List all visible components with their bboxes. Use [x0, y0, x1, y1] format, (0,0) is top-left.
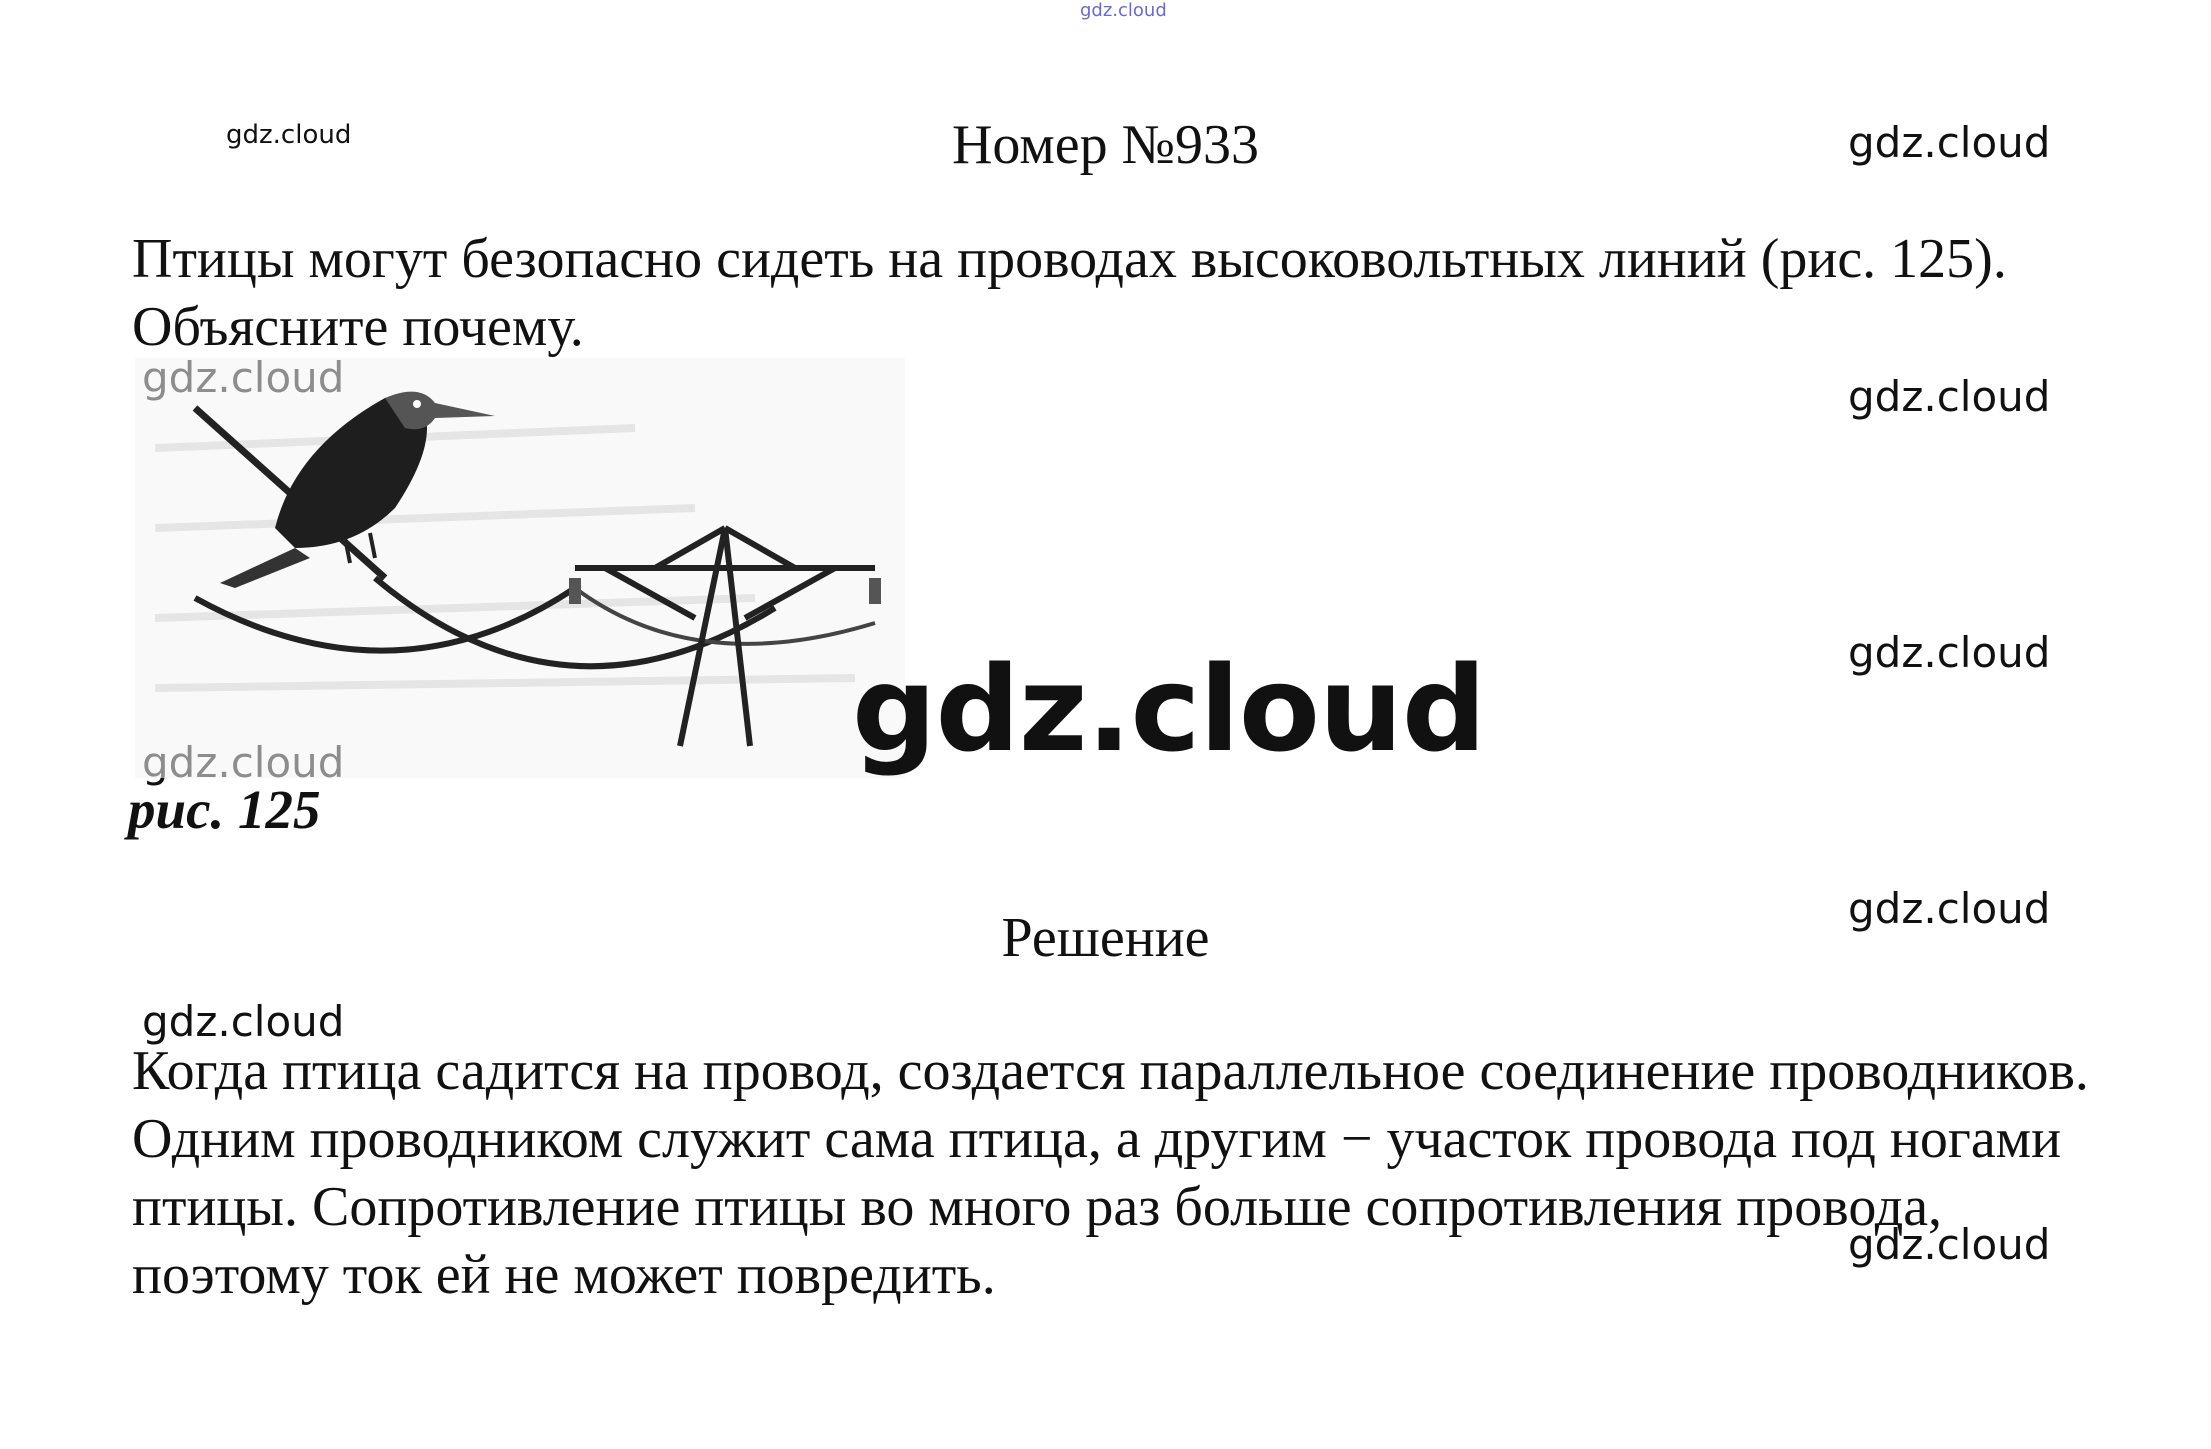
watermark-top: gdz.cloud: [1080, 0, 1167, 21]
watermark: gdz.cloud: [1848, 372, 2051, 421]
figure-caption: рис. 125: [128, 779, 321, 840]
watermark: gdz.cloud: [142, 997, 345, 1046]
watermark: gdz.cloud: [1848, 1220, 2051, 1269]
bird-on-power-line-illustration: [135, 358, 905, 778]
watermark-large: gdz.cloud: [852, 640, 1486, 778]
problem-text: Птицы могут безопасно сидеть на проводах высоковольтных линий (рис. 125). Объясните почему.: [132, 228, 2007, 358]
watermark: gdz.cloud: [1848, 884, 2051, 933]
page-title: Номер №933: [951, 114, 1260, 176]
solution-title: Решение: [1001, 907, 1210, 969]
solution-text: Когда птица садится на провод, создается параллельное соединение проводников. Одним проводником служит сама птица, а другим − участок провода под ногами птицы. Сопротивление птицы во много раз больше сопротивления провода, поэтому ток ей не может повредить.: [132, 1040, 2089, 1306]
watermark: gdz.cloud: [1848, 628, 2051, 677]
watermark: gdz.cloud: [1848, 118, 2051, 167]
watermark: gdz.cloud: [226, 120, 352, 150]
